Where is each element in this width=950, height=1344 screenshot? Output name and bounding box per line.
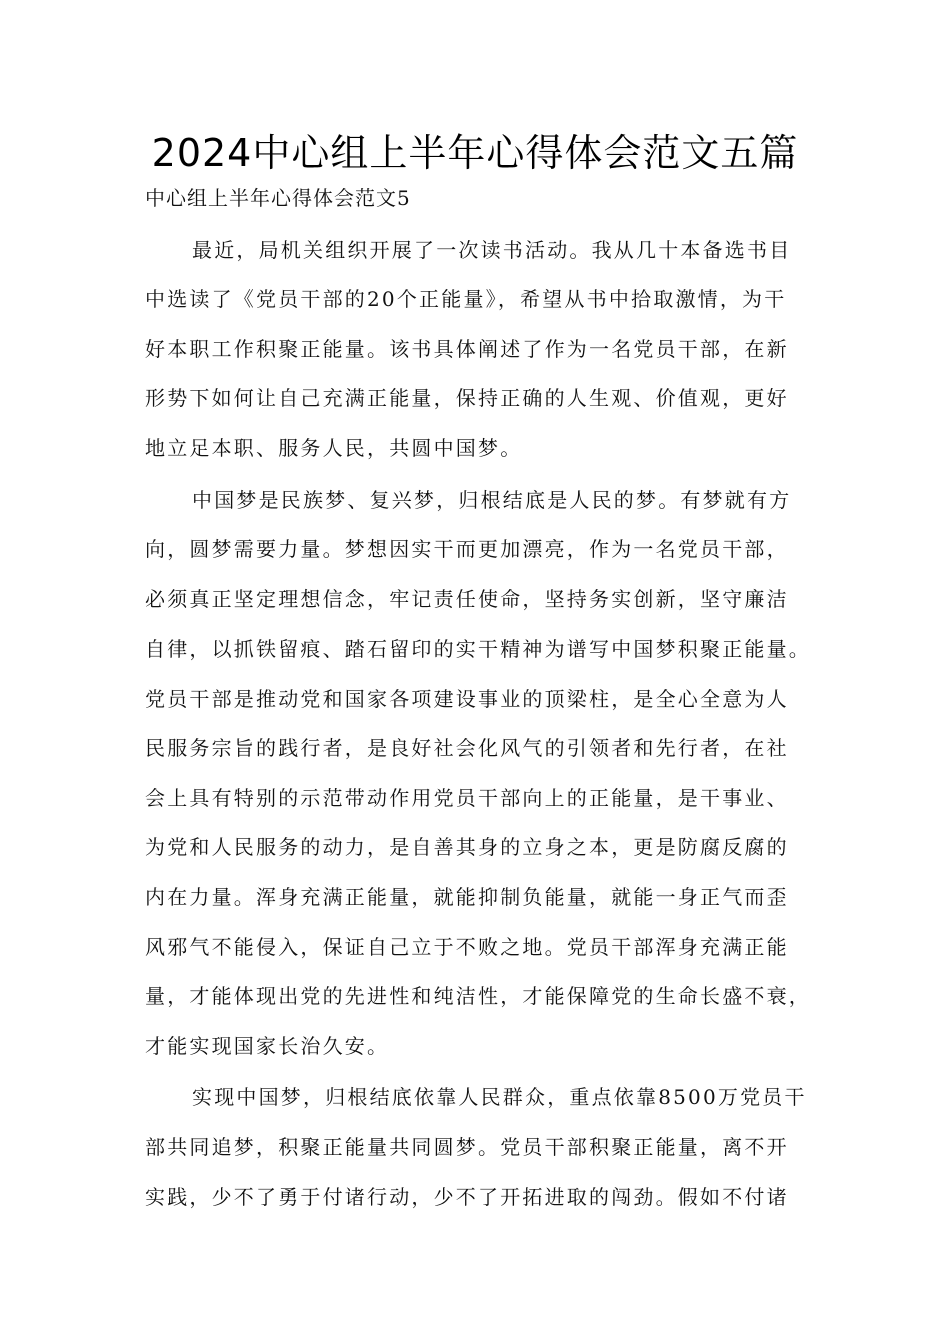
text-line: 向，圆梦需要力量。梦想因实干而更加漂亮，作为一名党员干部， — [145, 537, 789, 561]
text-line: 内在力量。浑身充满正能量，就能抑制负能量，就能一身正气而歪 — [145, 885, 789, 909]
text-line: 实现中国梦，归根结底依靠人民群众，重点依靠8500万党员干 — [192, 1085, 807, 1109]
text-line: 党员干部是推动党和国家各项建设事业的顶梁柱，是全心全意为人 — [145, 687, 789, 711]
text-line: 地立足本职、服务人民，共圆中国梦。 — [145, 436, 523, 460]
text-line: 自律，以抓铁留痕、踏石留印的实干精神为谱写中国梦积聚正能量。 — [145, 637, 811, 661]
text-line: 必须真正坚定理想信念，牢记责任使命，坚持务实创新，坚守廉洁 — [145, 587, 789, 611]
text-line: 中国梦是民族梦、复兴梦，归根结底是人民的梦。有梦就有方 — [192, 488, 792, 512]
text-line: 民服务宗旨的践行者，是良好社会化风气的引领者和先行者，在社 — [145, 736, 789, 760]
text-line: 为党和人民服务的动力，是自善其身的立身之本，更是防腐反腐的 — [145, 835, 789, 859]
text-line: 会上具有特别的示范带动作用党员干部向上的正能量，是干事业、 — [145, 786, 789, 810]
text-line: 部共同追梦，积聚正能量共同圆梦。党员干部积聚正能量，离不开 — [145, 1135, 789, 1159]
text-line: 最近，局机关组织开展了一次读书活动。我从几十本备选书目 — [192, 238, 792, 262]
text-line: 好本职工作积聚正能量。该书具体阐述了作为一名党员干部，在新 — [145, 337, 789, 361]
document-subtitle: 中心组上半年心得体会范文5 — [145, 186, 411, 210]
document-title: 2024中心组上半年心得体会范文五篇 — [151, 131, 799, 175]
text-line: 中选读了《党员干部的20个正能量》，希望从书中拾取激情，为干 — [145, 287, 787, 311]
text-line: 风邪气不能侵入，保证自己立于不败之地。党员干部浑身充满正能 — [145, 935, 789, 959]
text-line: 实践，少不了勇于付诸行动，少不了开拓进取的闯劲。假如不付诸 — [145, 1185, 789, 1209]
text-line: 才能实现国家长治久安。 — [145, 1034, 390, 1058]
text-line: 量，才能体现出党的先进性和纯洁性，才能保障党的生命长盛不衰， — [145, 984, 811, 1008]
text-line: 形势下如何让自己充满正能量，保持正确的人生观、价值观，更好 — [145, 386, 789, 410]
